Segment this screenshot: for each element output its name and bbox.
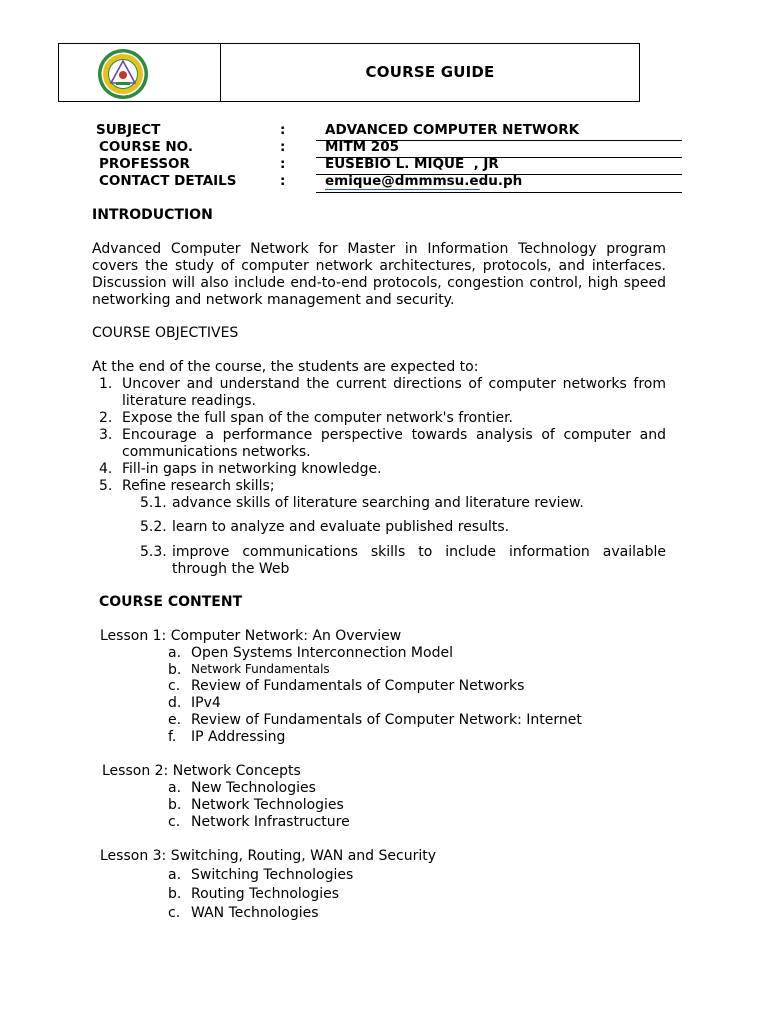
topic-item: Review of Fundamentals of Computer Network: Internet — [191, 712, 582, 728]
paragraph-line: Discussion will also include end-to-end protocols, congestion control, high speed — [92, 275, 666, 291]
topic-item: Network Infrastructure — [191, 814, 350, 830]
objective-item — [122, 376, 666, 410]
document-title: COURSE GUIDE — [365, 63, 495, 81]
topic-item: New Technologies — [191, 780, 316, 796]
contact-details-colon: : — [280, 173, 286, 189]
subobjective-item: advance skills of literature searching and literature review. — [172, 495, 584, 511]
subobjective-number: 5.1. — [140, 495, 167, 511]
topic-letter: c. — [168, 814, 181, 830]
topic-letter: b. — [168, 662, 182, 678]
objective-number: 1. — [99, 376, 113, 392]
introduction-heading: INTRODUCTION — [92, 207, 213, 223]
objective-number: 2. — [99, 410, 113, 426]
subobjective-item — [172, 544, 666, 578]
subject-label: SUBJECT — [96, 122, 161, 138]
topic-letter: d. — [168, 695, 182, 711]
topic-letter: a. — [168, 645, 182, 661]
subobjective-line: improve communications skills to include information available — [172, 544, 666, 560]
objective-line: communications networks. — [122, 444, 311, 460]
objective-item: Refine research skills; — [122, 478, 275, 494]
topic-letter: c. — [168, 678, 181, 694]
course-no-label: COURSE NO. — [99, 139, 193, 155]
email-underline — [325, 189, 480, 190]
introduction-paragraph — [92, 241, 666, 309]
professor-value: EUSEBIO L. MIQUE , JR — [325, 156, 499, 172]
objective-item: Fill-in gaps in networking knowledge. — [122, 461, 382, 477]
topic-item: Review of Fundamentals of Computer Networks — [191, 678, 525, 694]
course-content-heading: COURSE CONTENT — [99, 594, 243, 610]
info-rule — [316, 192, 682, 193]
professor-label: PROFESSOR — [99, 156, 190, 172]
header-box — [58, 43, 640, 102]
paragraph-line: covers the study of computer network architectures, protocols, and interfaces. — [92, 258, 666, 274]
course-no-value: MITM 205 — [325, 139, 399, 155]
professor-colon: : — [280, 156, 286, 172]
subobjective-item: learn to analyze and evaluate published results. — [172, 519, 510, 535]
course-no-colon: : — [280, 139, 286, 155]
contact-email-link[interactable]: emique@dmmmsu.edu.ph — [325, 173, 523, 189]
topic-item: WAN Technologies — [191, 905, 319, 921]
objective-number: 4. — [99, 461, 113, 477]
topic-letter: b. — [168, 797, 182, 813]
lesson-title: Lesson 2: Network Concepts — [102, 763, 301, 779]
paragraph-line: Advanced Computer Network for Master in Information Technology program — [92, 241, 666, 257]
topic-item: Network Technologies — [191, 797, 344, 813]
objective-item — [122, 427, 666, 461]
lesson-title: Lesson 1: Computer Network: An Overview — [100, 628, 402, 644]
objective-item: Expose the full span of the computer network's frontier. — [122, 410, 513, 426]
topic-item: Open Systems Interconnection Model — [191, 645, 453, 661]
subject-value: ADVANCED COMPUTER NETWORK — [325, 122, 580, 138]
subject-colon: : — [280, 122, 286, 138]
topic-letter: c. — [168, 905, 181, 921]
topic-letter: f. — [168, 729, 177, 745]
university-seal-logo — [96, 48, 150, 100]
objective-line: literature readings. — [122, 393, 257, 409]
topic-letter: e. — [168, 712, 182, 728]
topic-item: Network Fundamentals — [191, 662, 330, 676]
topic-letter: a. — [168, 867, 182, 883]
objectives-intro: At the end of the course, the students are expected to: — [92, 359, 479, 375]
topic-letter: b. — [168, 886, 182, 902]
paragraph-line: networking and network management and security. — [92, 292, 455, 308]
topic-item: IP Addressing — [191, 729, 286, 745]
topic-letter: a. — [168, 780, 182, 796]
subobjective-number: 5.3. — [140, 544, 167, 560]
contact-details-label: CONTACT DETAILS — [99, 173, 237, 189]
topic-item: Routing Technologies — [191, 886, 340, 902]
course-objectives-heading: COURSE OBJECTIVES — [92, 325, 239, 341]
objective-number: 5. — [99, 478, 113, 494]
subobjective-number: 5.2. — [140, 519, 167, 535]
objective-line: Uncover and understand the current directions of computer networks from — [122, 376, 666, 392]
lesson-title: Lesson 3: Switching, Routing, WAN and Security — [100, 848, 436, 864]
subobjective-line: through the Web — [172, 561, 290, 577]
objective-number: 3. — [99, 427, 113, 443]
topic-item: Switching Technologies — [191, 867, 354, 883]
objective-line: Encourage a performance perspective towards analysis of computer and — [122, 427, 666, 443]
topic-item: IPv4 — [191, 695, 221, 711]
